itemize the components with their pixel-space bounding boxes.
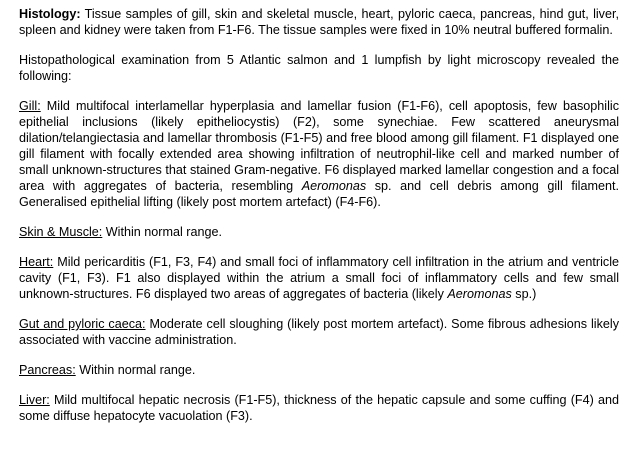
- pancreas-label: Pancreas:: [19, 363, 76, 377]
- intro-text: Histopathological examination from 5 Atlantic salmon and 1 lumpfish by light microscopy revealed the following:: [19, 53, 619, 83]
- heart-genus: Aeromonas: [447, 287, 512, 301]
- gut-text: Moderate cell sloughing (likely post mortem artefact). Some fibrous adhesions likely associated with vaccine administration.: [19, 317, 619, 347]
- gill-text-b: sp. and cell debris among gill filament. Generalised epithelial lifting (likely post mortem artefact) (F4-F6).: [19, 179, 619, 209]
- liver-paragraph: [19, 392, 619, 424]
- skin-muscle-text: Within normal range.: [102, 225, 222, 239]
- gill-paragraph: [19, 98, 619, 210]
- gill-genus: Aeromonas: [301, 179, 367, 193]
- histology-paragraph: [19, 6, 619, 38]
- heart-label: Heart:: [19, 255, 54, 269]
- skin-muscle-paragraph: [19, 224, 619, 240]
- liver-text: Mild multifocal hepatic necrosis (F1-F5), thickness of the hepatic capsule and some cuffing (F4) and some diffuse hepatocyte vacuolation (F3).: [19, 393, 619, 423]
- heart-text-b: sp.): [511, 287, 537, 301]
- gill-text-a: Mild multifocal interlamellar hyperplasia and lamellar fusion (F1-F6), cell apoptosis, few basophilic epithelial inclusions (likely epitheliocystis) (F2), some synechiae. Few scattered aneurysmal dilation/telangiectasia and lamellar thrombosis (F1-F5) and free blood among gill filament. F1 displayed one gill filament with focally extended area showing infiltration of neutrophil-like cell and marked number of small unknown-structures that stained Gram-negative. F6 displayed marked lamellar congestion and a focal area with aggregates of bacteria, resembling: [19, 99, 619, 193]
- pancreas-paragraph: [19, 362, 619, 378]
- gut-label: Gut and pyloric caeca:: [19, 317, 146, 331]
- intro-paragraph: [19, 52, 619, 84]
- heart-paragraph: [19, 254, 619, 302]
- gill-label: Gill:: [19, 99, 41, 113]
- skin-muscle-label: Skin & Muscle:: [19, 225, 103, 239]
- liver-label: Liver:: [19, 393, 50, 407]
- gut-paragraph: [19, 316, 619, 348]
- pancreas-text: Within normal range.: [75, 363, 196, 377]
- heart-text-a: Mild pericarditis (F1, F3, F4) and small foci of inflammatory cell infiltration in the atrium and ventricle cavity (F1, F3). F1 also displayed within the atrium a small foci of inflammatory cells and few small unknown-structures. F6 displayed two areas of aggregates of bacteria (likely: [19, 255, 619, 301]
- histology-label: Histology:: [19, 7, 81, 21]
- histology-text: Tissue samples of gill, skin and skeletal muscle, heart, pyloric caeca, pancreas, hind gut, liver, spleen and kidney were taken from F1-F6. The tissue samples were fixed in 10% neutral buffered formalin.: [19, 7, 619, 37]
